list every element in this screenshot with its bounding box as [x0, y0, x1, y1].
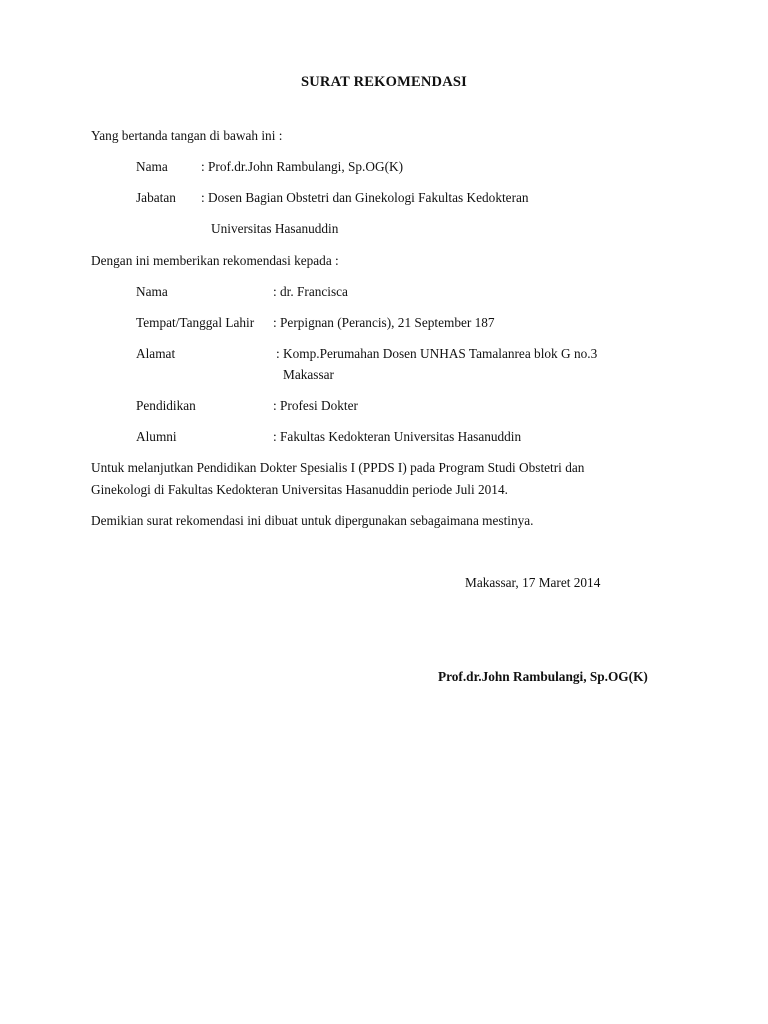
candidate-name-label: Nama	[136, 284, 168, 299]
signer-position-value-line2: Universitas Hasanuddin	[211, 221, 339, 236]
signer-position-label: Jabatan	[136, 190, 176, 205]
place-date: Makassar, 17 Maret 2014	[465, 575, 601, 590]
letter-title: SURAT REKOMENDASI	[300, 74, 467, 90]
recommend-intro: Dengan ini memberikan rekomendasi kepada :	[91, 253, 339, 268]
candidate-address-label: Alamat	[136, 346, 176, 361]
candidate-address-value-line2: Makassar	[283, 367, 334, 382]
closing-text: Demikian surat rekomendasi ini dibuat untuk dipergunakan sebagaimana mestinya.	[91, 513, 534, 528]
signature-name: Prof.dr.John Rambulangi, Sp.OG(K)	[438, 669, 648, 684]
candidate-alumni-value: : Fakultas Kedokteran Universitas Hasanuddin	[273, 429, 522, 444]
candidate-alumni-label: Alumni	[136, 429, 177, 444]
signer-name-label: Nama	[136, 159, 168, 174]
purpose-line2: Ginekologi di Fakultas Kedokteran Universitas Hasanuddin periode Juli 2014.	[91, 482, 508, 497]
signer-position-value-line1: : Dosen Bagian Obstetri dan Ginekologi Fakultas Kedokteran	[201, 190, 529, 205]
candidate-education-label: Pendidikan	[136, 398, 196, 413]
candidate-name-value: : dr. Francisca	[273, 284, 348, 299]
signer-name-value: : Prof.dr.John Rambulangi, Sp.OG(K)	[201, 159, 404, 174]
candidate-birth-label: Tempat/Tanggal Lahir	[136, 315, 255, 330]
purpose-line1: Untuk melanjutkan Pendidikan Dokter Spesialis I (PPDS I) pada Program Studi Obstetri dan	[91, 460, 585, 475]
candidate-address-value-line1: : Komp.Perumahan Dosen UNHAS Tamalanrea blok G no.3	[276, 346, 598, 361]
candidate-education-value: : Profesi Dokter	[273, 398, 358, 413]
candidate-birth-value: : Perpignan (Perancis), 21 September 187	[273, 315, 495, 330]
intro-text: Yang bertanda tangan di bawah ini :	[91, 128, 283, 143]
